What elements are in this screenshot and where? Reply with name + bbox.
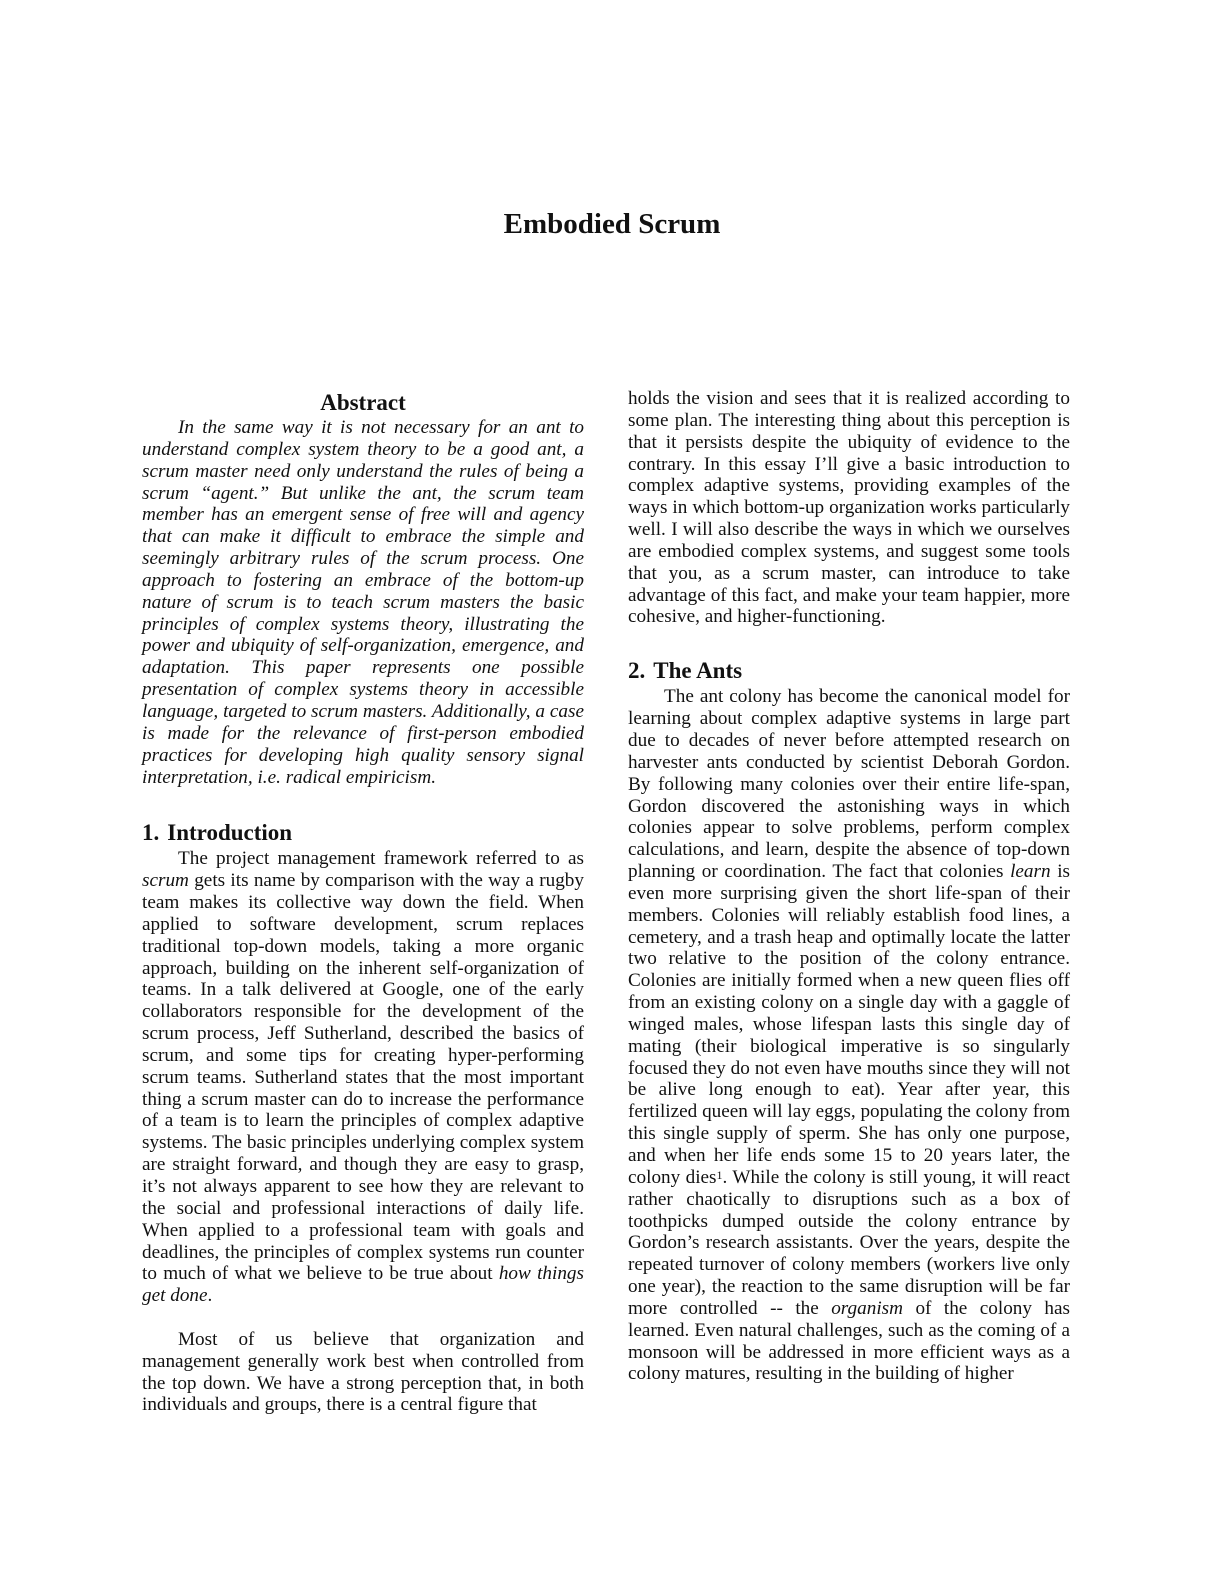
right-column bbox=[628, 388, 1070, 1385]
introduction-paragraph-1 bbox=[142, 848, 584, 1307]
emphasis-organism: organism bbox=[831, 1297, 903, 1319]
ants-heading bbox=[628, 658, 1070, 684]
abstract-text: In the same way it is not necessary for an ant to understand complex system theory to be a good ant, a scrum master need only understand the rules of being a scrum “agent.” But unlike the ant, the scrum team member has an emergent sense of free will and agency that can make it difficult to embrace the simple and seemingly arbitrary rules of the scrum process. One approach to fostering an embrace of the bottom-up nature of scrum is to teach scrum masters the basic principles of complex systems theory, illustrating the power and ubiquity of self-organization, emergence, and adaptation. This paper represents one possible presentation of complex systems theory in accessible language, targeted to scrum masters. Additionally, a case is made for the relevance of first-person embodied practices for developing high quality sensory signal interpretation, i.e. radical empiricism. bbox=[142, 417, 584, 788]
emphasis-how-things-get-done: how things get done bbox=[142, 1263, 584, 1307]
introduction-paragraph-2: Most of us believe that organization and management generally work best when controlled from the top down. We have a strong perception that, in both individuals and groups, there is a central figure that bbox=[142, 1328, 584, 1416]
introduction-heading bbox=[142, 820, 584, 846]
section-number: 2. bbox=[628, 658, 646, 684]
emphasis-learn: learn bbox=[1010, 861, 1051, 883]
section-title: Introduction bbox=[167, 820, 293, 846]
footnote-marker[interactable]: 1 bbox=[716, 1167, 723, 1182]
text-run: of the colony has learned. Even natural challenges, such as the coming of a monsoon will be addressed in more efficient ways as a colony matures, resulting in the building of higher bbox=[628, 1297, 1070, 1385]
text-run: gets its name by comparison with the way a rugby team makes its collective way down the field. When applied to software development, scrum replaces traditional top-down models, taking a more organic approach, building on the inherent self-organization of teams. In a talk delivered at Google, one of the early collaborators responsible for the development of the scrum process, Jeff Sutherland, described the basics of scrum, and some tips for creating hyper-performing scrum teams. Sutherland states that the most important thing a scrum master can do to increase the performance of a team is to learn the principles of complex adaptive systems. The basic principles underlying complex system are straight forward, and though they are easy to grasp, it’s not always apparent to see how they are relevant to the social and professional interactions of daily life. When applied to a professional team with goals and deadlines, the principles of complex systems run counter to much of what we believe to be true about bbox=[142, 870, 584, 1285]
paper-title: Embodied Scrum bbox=[503, 208, 721, 240]
emphasis-scrum: scrum bbox=[142, 870, 189, 892]
text-run: The ant colony has become the canonical model for learning about complex adaptive systems in large part due to decades of never before attempted research on harvester ants conducted by scientist Deborah Gordon. By following many colonies over their entire life-span, Gordon discovered the astonishing ways in which colonies appear to solve problems, perform complex calculations, and learn, despite the absence of top-down planning or coordination. The fact that colonies bbox=[628, 686, 1070, 883]
left-column bbox=[142, 384, 584, 1416]
text-run: is even more surprising given the short life-span of their members. Colonies will reliably establish food lines, a cemetery, and a trash heap and optimally locate the latter two relative to the position of the colony entrance. Colonies are initially formed when a new queen flies off from an existing colony on a single day with a gaggle of winged males, whose lifespan lasts this single day of mating (their biological imperative is so singularly focused they do not even have mouths since they will not be alive long enough to eat). Year after year, this fertilized queen will lay eggs, populating the colony from this single supply of sperm. She has only one purpose, and when her life ends some 15 to 20 years later, the colony dies bbox=[628, 861, 1070, 1188]
ants-paragraph-1 bbox=[628, 686, 1070, 1385]
text-run: . While the colony is still young, it will react rather chaotically to disruptions such as a box of toothpicks dumped outside the colony entrance by Gordon’s research assistants. Over the years, despite the repeated turnover of colony members (workers live only one year), the reaction to the same disruption will be far more controlled -- the bbox=[628, 1166, 1070, 1319]
introduction-paragraph-2-continued: holds the vision and sees that it is realized according to some plan. The interesting thing about this perception is that it persists despite the ubiquity of evidence to the contrary. In this essay I’ll give a basic introduction to complex adaptive systems, providing examples of the ways in which bottom-up organization works particularly well. I will also describe the ways in which we ourselves are embodied complex systems, and suggest some tools that you, as a scrum master, can introduce to take advantage of this fact, and make your team happier, more cohesive, and higher-functioning. bbox=[628, 388, 1070, 628]
section-title: The Ants bbox=[653, 658, 743, 684]
text-run: . bbox=[207, 1285, 213, 1307]
text-run: The project management framework referred to as bbox=[178, 848, 584, 870]
section-number: 1. bbox=[142, 820, 160, 846]
abstract-heading: Abstract bbox=[320, 390, 406, 415]
